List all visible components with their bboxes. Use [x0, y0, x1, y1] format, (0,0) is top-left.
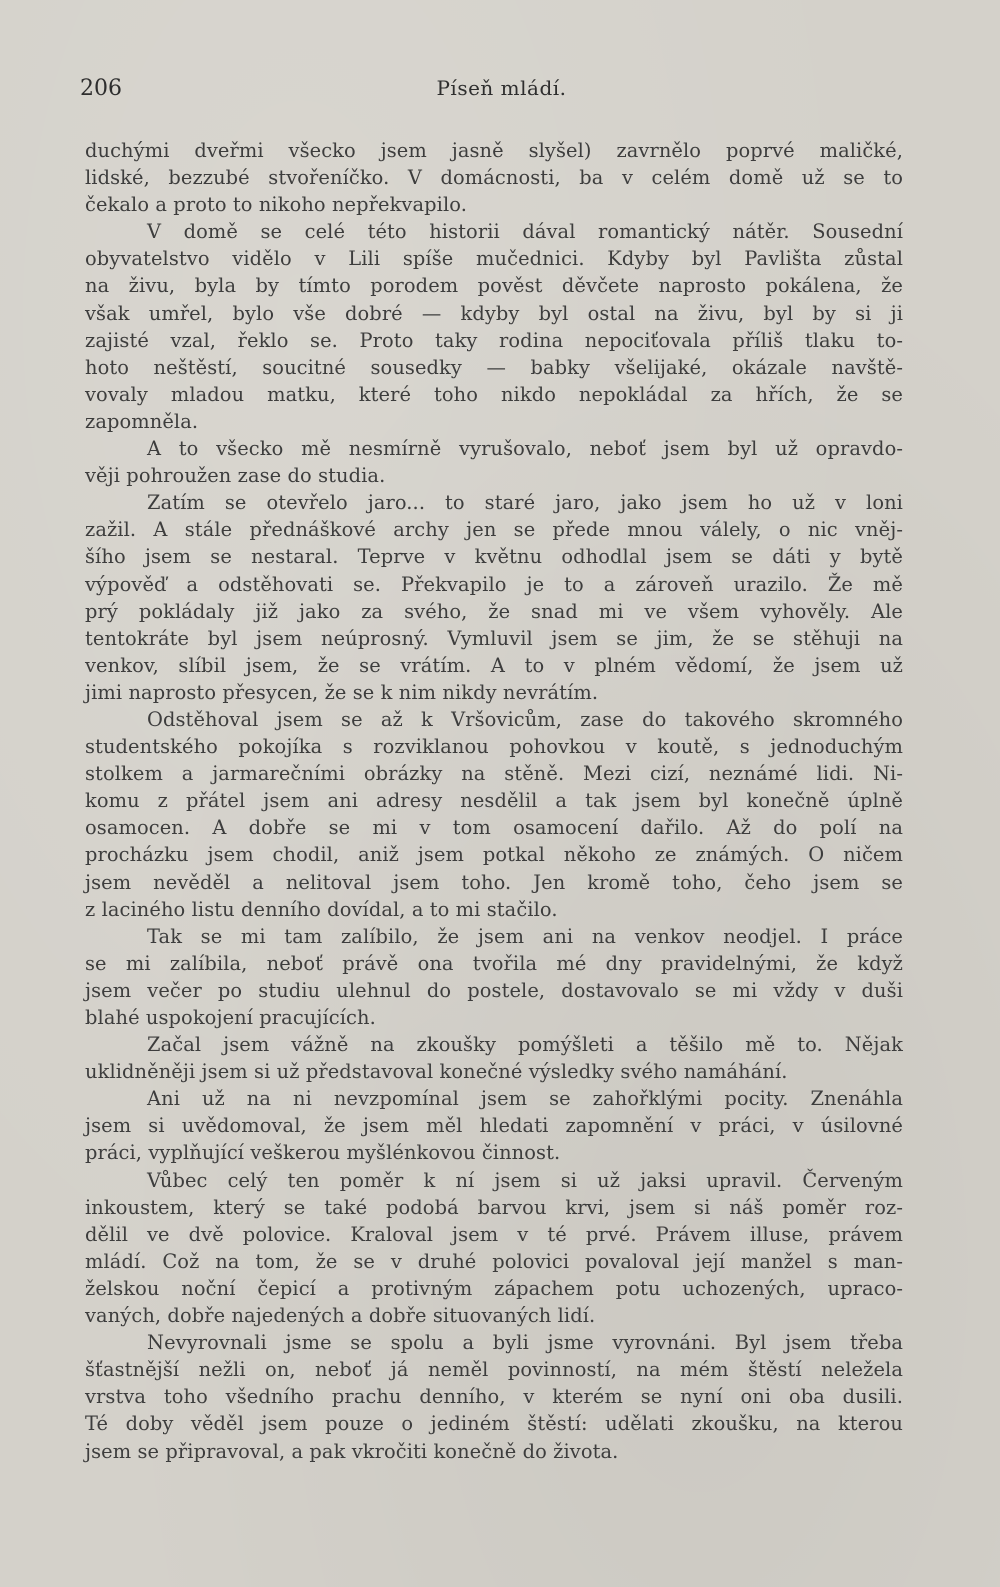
text-line: lidské, bezzubé stvořeníčko. V domácnosti, ba v celém domě už se to: [85, 166, 903, 190]
text-line: zažil. A stále přednáškové archy jen se přede mnou válely, o nic vněj-: [85, 518, 903, 542]
text-line: výpověď a odstěhovati se. Překvapilo je to a zároveň urazilo. Že mě: [85, 572, 903, 596]
text-line: vovaly mladou matku, které toho nikdo nepokládal za hřích, že se: [85, 382, 903, 406]
text-line: Té doby věděl jsem pouze o jediném štěstí: udělati zkoušku, na kterou: [85, 1412, 903, 1436]
text-line: V domě se celé této historii dával romantický nátěr. Sousední: [147, 220, 903, 244]
text-line: procházku jsem chodil, aniž jsem potkal někoho ze známých. O ničem: [85, 843, 903, 867]
text-line: dělil ve dvě polovice. Kraloval jsem v té prvé. Právem illuse, právem: [85, 1222, 903, 1246]
text-line: obyvatelstvo vidělo v Lili spíše mučednici. Kdyby byl Pavlišta zůstal: [85, 247, 903, 271]
text-line: blahé uspokojení pracujících.: [85, 1006, 376, 1029]
text-line: stolkem a jarmarečními obrázky na stěně. Mezi cizí, neznámé lidi. Ni-: [85, 762, 903, 786]
text-line: inkoustem, který se také podobá barvou krvi, jsem si náš poměr roz-: [85, 1195, 903, 1219]
body-text: [85, 137, 903, 1465]
text-line: A to všecko mě nesmírně vyrušovalo, neboť jsem byl už opravdo-: [147, 437, 903, 461]
text-line: osamocen. A dobře se mi v tom osamocení dařilo. Až do polí na: [85, 816, 903, 840]
text-line: zapomněla.: [85, 409, 199, 433]
text-line: venkov, slíbil jsem, že se vrátím. A to v plném vědomí, že jsem už: [85, 653, 903, 677]
page-number: 206: [80, 76, 122, 101]
text-line: se mi zalíbila, neboť právě ona tvořila mé dny pravidelnými, že když: [85, 951, 903, 975]
text-line: práci, vyplňující veškerou myšlénkovou činnost.: [85, 1141, 561, 1165]
text-line: tentokráte byl jsem neúprosný. Vymluvil jsem se jim, že se stěhuji na: [85, 626, 903, 650]
text-line: šťastnější nežli on, neboť já neměl povinností, na mém štěstí neležela: [85, 1358, 903, 1382]
text-line: zajisté vzal, řeklo se. Proto taky rodina nepociťovala příliš tlaku to-: [85, 328, 903, 352]
text-line: Začal jsem vážně na zkoušky pomýšleti a těšilo mě to. Nějak: [147, 1033, 903, 1057]
running-title: Píseň mládí.: [436, 76, 567, 100]
text-line: jsem nevěděl a nelitoval jsem toho. Jen kromě toho, čeho jsem se: [85, 870, 903, 894]
text-line: z laciného listu denního dovídal, a to mi stačilo.: [85, 897, 558, 921]
text-line: duchými dveřmi všecko jsem jasně slyšel) zavrnělo poprvé maličké,: [85, 139, 903, 162]
text-line: vrstva toho všedního prachu denního, v kterém se nyní oni oba dusili.: [85, 1385, 903, 1409]
text-line: jimi naprosto přesycen, že se k nim nikdy nevrátím.: [85, 680, 599, 704]
text-line: Tak se mi tam zalíbilo, že jsem ani na venkov neodjel. I práce: [147, 924, 903, 948]
text-line: komu z přátel jsem ani adresy nesdělil a tak jsem byl konečně úplně: [85, 789, 903, 813]
text-line: uklidněněji jsem si už představoval konečné výsledky svého namáhání.: [85, 1060, 788, 1084]
text-line: prý pokládaly již jako za svého, že snad mi ve všem vyhověly. Ale: [85, 599, 903, 623]
text-line: Vůbec celý ten poměr k ní jsem si už jaksi upravil. Červeným: [147, 1168, 903, 1192]
text-line: vaných, dobře najedených a dobře situovaných lidí.: [85, 1304, 596, 1328]
text-line: jsem si uvědomoval, že jsem měl hledati zapomnění v práci, v úsilovné: [85, 1114, 903, 1138]
text-line: čekalo a proto to nikoho nepřekvapilo.: [85, 193, 467, 217]
text-line: Ani už na ni nevzpomínal jsem se zahořklými pocity. Znenáhla: [147, 1087, 903, 1111]
text-line: studentského pokojíka s rozviklanou pohovkou v koutě, s jednoduchým: [85, 735, 903, 759]
text-line: věji pohroužen zase do studia.: [85, 464, 386, 488]
text-line: na živu, byla by tímto porodem pověst děvčete naprosto pokálena, že: [85, 274, 903, 298]
text-line: Odstěhoval jsem se až k Vršovicům, zase do takového skromného: [147, 707, 903, 731]
text-line: jsem se připravoval, a pak vkročiti konečně do života.: [85, 1439, 619, 1463]
text-line: však umřel, bylo vše dobré — kdyby byl ostal na živu, byl by si ji: [85, 301, 903, 325]
text-line: Zatím se otevřelo jaro... to staré jaro, jako jsem ho už v loni: [147, 491, 903, 515]
page-header: [80, 76, 913, 106]
text-line: jsem večer po studiu ulehnul do postele, dostavovalo se mi vždy v duši: [85, 978, 903, 1002]
text-line: hoto neštěstí, soucitné sousedky — babky všelijaké, okázale navště-: [85, 355, 903, 379]
text-line: mládí. Což na tom, že se v druhé polovici povaloval její manžel s man-: [85, 1249, 903, 1273]
text-line: šího jsem se nestaral. Teprve v květnu odhodlal jsem se dáti y bytě: [85, 545, 903, 569]
text-line: želskou noční čepicí a protivným zápachem potu uchozených, upraco-: [85, 1276, 903, 1300]
text-line: Nevyrovnali jsme se spolu a byli jsme vyrovnáni. Byl jsem třeba: [147, 1331, 903, 1355]
